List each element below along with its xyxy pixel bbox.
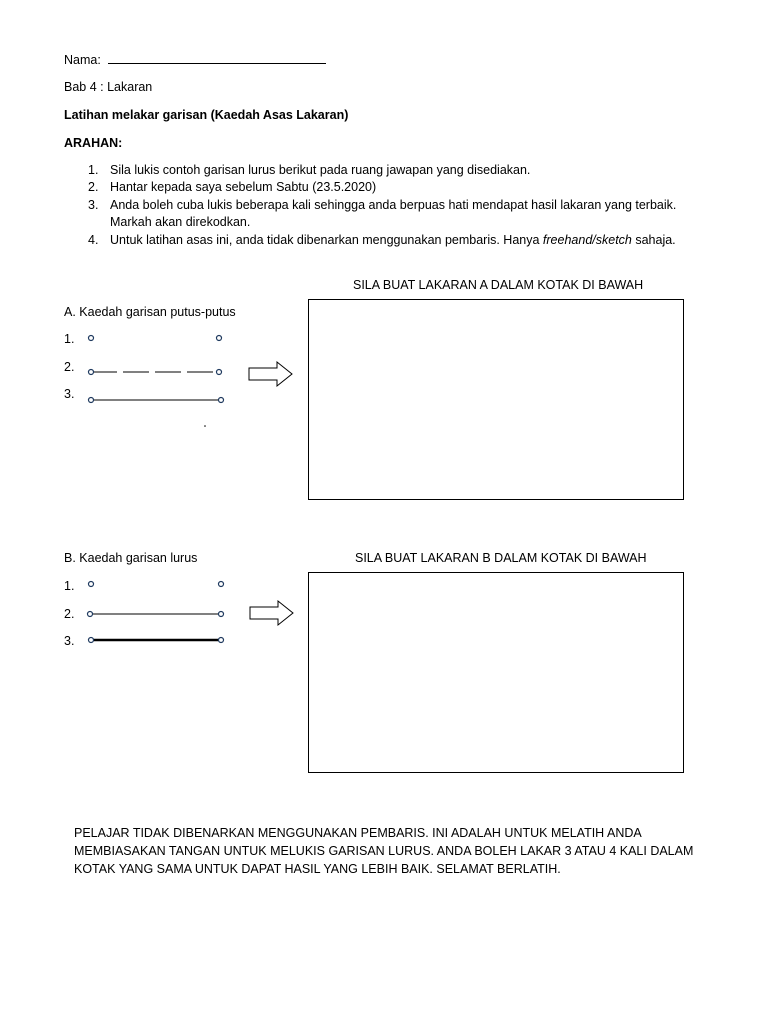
section-b-label: B. Kaedah garisan lurus [64,551,198,565]
section-a-item-number: 1. [64,332,75,346]
exercise-title: Latihan melakar garisan (Kaedah Asas Lakaran) [64,108,349,122]
example-b3-thick-line [89,638,224,643]
section-a-item-number: 2. [64,360,75,374]
example-a1-dots [89,336,222,341]
arahan-heading: ARAHAN: [64,136,123,150]
instruction-text-continued: Markah akan direkodkan. [110,215,251,229]
instruction-number: 3. [88,198,99,212]
section-b-item-number: 2. [64,607,75,621]
arrow-right-icon [249,362,292,386]
example-b2-thin-line [88,612,224,617]
section-b-box-title: SILA BUAT LAKARAN B DALAM KOTAK DI BAWAH [355,551,647,565]
example-a3-solid-line [89,398,224,403]
section-a-label: A. Kaedah garisan putus-putus [64,305,236,319]
instruction-text-emphasis: freehand/sketch [542,233,632,247]
instruction-number: 1. [88,163,99,177]
instruction-number: 2. [88,180,99,194]
instruction-text-post: sahaja. [631,233,676,247]
section-b-item-number: 3. [64,634,75,648]
instruction-text: Sila lukis contoh garisan lurus berikut pada ruang jawapan yang disediakan. [110,163,531,177]
footer-note: PELAJAR TIDAK DIBENARKAN MENGGUNAKAN PEMBARIS. INI ADALAH UNTUK MELATIH ANDA MEMBIASAKAN TANGAN UNTUK MELUKIS GARISAN LURUS. ANDA BOLEH LAKAR 3 ATAU 4 KALI DALAM KOTAK YANG SAMA UNTUK DAPAT HASIL YANG LEBIH BAIK. SELAMAT BERLATIH. [74,826,694,876]
section-a-box-title: SILA BUAT LAKARAN A DALAM KOTAK DI BAWAH [353,278,644,292]
stray-dot [204,425,206,427]
example-b1-dots [89,582,224,587]
arrow-right-icon [250,601,293,625]
instruction-text: Hantar kepada saya sebelum Sabtu (23.5.2020) [110,180,377,194]
instruction-number: 4. [88,233,99,247]
chapter-title: Bab 4 : Lakaran [64,80,153,94]
instruction-text: Anda boleh cuba lukis beberapa kali sehingga anda berpuas hati mendapat hasil lakaran yang terbaik. [110,198,677,212]
instruction-text-pre: Untuk latihan asas ini, anda tidak dibenarkan menggunakan pembaris. Hanya [110,233,543,247]
nama-label: Nama: [64,53,101,67]
section-b-item-number: 1. [64,579,75,593]
example-a2-dashed-line [89,370,222,375]
section-a-item-number: 3. [64,387,75,401]
